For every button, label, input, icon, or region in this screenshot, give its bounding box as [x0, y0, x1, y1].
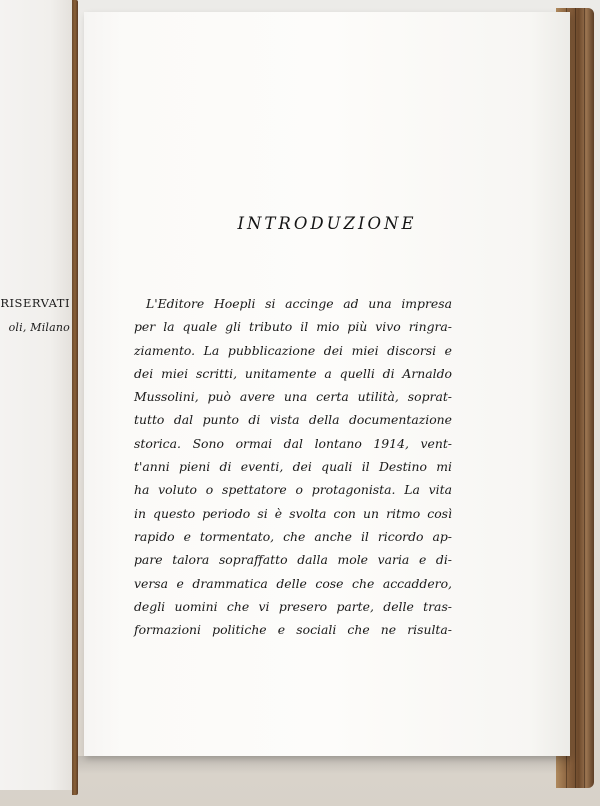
- text-line: dei miei scritti, unitamente a quelli di Arnaldo: [134, 365, 452, 381]
- text-line: rapido e tormentato, che anche il ricordo ap-: [134, 528, 452, 544]
- text-line: per la quale gli tributo il mio più vivo ringra-: [134, 319, 452, 335]
- text-line: ziamento. La pubblicazione dei miei discorsi e: [134, 342, 452, 358]
- rights-reserved-text: RISERVATI: [0, 296, 70, 310]
- text-line: degli uomini che vi presero parte, delle tras-: [134, 598, 452, 614]
- text-line: tutto dal punto di vista della documentazione: [134, 412, 452, 428]
- text-line: pare talora sopraffatto dalla mole varia e di-: [134, 552, 452, 568]
- text-line: ha voluto o spettatore o protagonista. La vita: [134, 482, 452, 498]
- introduction-paragraph: [134, 292, 452, 641]
- text-line: formazioni politiche e sociali che ne risulta-: [134, 622, 452, 638]
- publisher-location-text: oli, Milano: [8, 321, 70, 334]
- text-line: L'Editore Hoepli si accinge ad una impresa: [146, 296, 452, 311]
- text-line: in questo periodo si è svolta con un ritmo così: [134, 505, 452, 521]
- left-cover-edge: [72, 0, 78, 795]
- page-block-line: [575, 8, 576, 788]
- chapter-title: INTRODUZIONE: [237, 214, 417, 233]
- text-line: Mussolini, può avere una certa utilità, soprat-: [134, 389, 452, 405]
- text-line: t'anni pieni di eventi, dei quali il Destino mi: [134, 459, 452, 475]
- left-page: [0, 0, 73, 790]
- page-shadow: [78, 756, 570, 774]
- text-line: storica. Sono ormai dal lontano 1914, vent-: [134, 435, 452, 451]
- text-line: versa e drammatica delle cose che accaddero,: [134, 575, 452, 591]
- page-block-line: [584, 8, 585, 788]
